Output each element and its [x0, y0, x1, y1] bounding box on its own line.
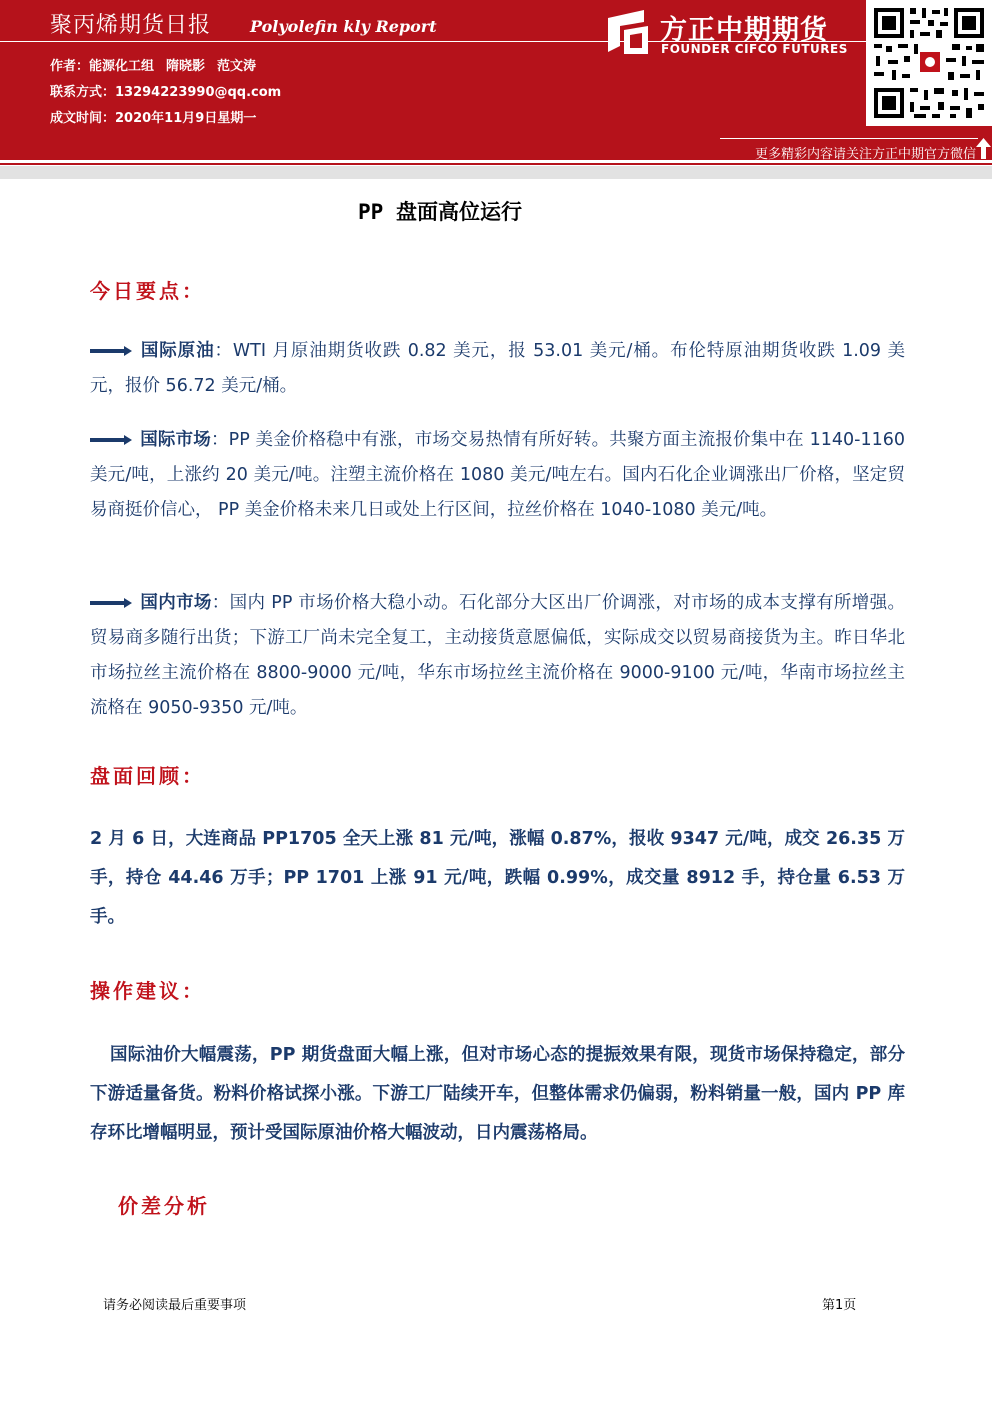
section-key-points: 今日要点： [90, 279, 205, 303]
document-title: PP 盘面高位运行 [358, 200, 522, 224]
author-name-1: 隋晓影 [166, 59, 206, 74]
logo-chinese-name: 方正中期期货 [660, 15, 828, 46]
founder-logo-icon [604, 8, 652, 56]
section-spread-analysis: 价差分析 [118, 1194, 210, 1218]
item-crude-oil [90, 334, 905, 404]
section-market-review: 盘面回顾： [90, 764, 205, 788]
qr-code-icon [866, 0, 992, 126]
author-label: 作者： [50, 59, 90, 74]
logo-english-name: FOUNDER CIFCO FUTURES [661, 42, 848, 56]
arrow-bullet-icon [90, 598, 132, 608]
follow-wechat-text: 更多精彩内容请关注方正中期官方微信 [754, 147, 976, 162]
wechat-qr-code[interactable] [866, 0, 992, 126]
header-shadow-bar [0, 166, 992, 179]
item-label: 国际市场 [140, 430, 211, 450]
date-line: 成文时间：2020年11月9日星期一 [50, 111, 257, 126]
item-label: 国际原油 [140, 341, 215, 361]
page-number: 第1页 [822, 1298, 857, 1313]
item-text: ：国内 PP 市场价格大稳小动。石化部分大区出厂价调涨，对市场的成本支撑有所增强。贸易商多随行出货；下游工厂尚未完全复工，主动接货意愿偏低，实际成交以贸易商接货为主。昨日华北市场拉丝主流价格在 8800-9000 元/吨，华东市场拉丝主流价格在 9000-9100 元/吨，华南市场拉丝主流格在 9050-9350 元/吨。 [90, 593, 906, 718]
arrow-bullet-icon [90, 346, 132, 356]
section-advice: 操作建议： [90, 979, 205, 1003]
item-label: 国内市场 [140, 593, 212, 613]
report-header [0, 0, 992, 160]
author-line [50, 55, 268, 74]
report-title: 聚丙烯期货日报 [50, 13, 212, 38]
market-review-text: 2 月 6 日，大连商品 PP1705 全天上涨 81 元/吨，涨幅 0.87%，报收 9347 元/吨，成交 26.35 万手，持仓 44.46 万手；PP 1701 上涨 91 元/吨，跌幅 0.99%，成交量 8912 手，持仓量 6.53 万手。 [90, 829, 905, 927]
item-intl-market [90, 423, 905, 528]
arrow-bullet-icon [90, 435, 132, 445]
company-logo [604, 8, 859, 58]
follow-divider [720, 138, 978, 139]
report-subtitle: Polyolefin kly Report [250, 17, 437, 36]
header-bottom-rule [0, 163, 992, 165]
item-text: ：WTI 月原油期货收跌 0.82 美元，报 53.01 美元/桶。布伦特原油期货收跌 1.09 美元，报价 56.72 美元/桶。 [90, 341, 905, 396]
up-arrow-icon [975, 136, 992, 160]
contact-line: 联系方式：13294223990@qq.com [50, 85, 282, 100]
item-domestic-market [90, 586, 905, 726]
item-text: ：PP 美金价格稳中有涨，市场交易热情有所好转。共聚方面主流报价集中在 1140-1160 美元/吨，上涨约 20 美元/吨。注塑主流价格在 1080 美元/吨左右。国内石化企业调涨出厂价格，坚定贸易商挺价信心， PP 美金价格未来几日或处上行区间，拉丝价格在 1040-1080 美元/吨。 [90, 430, 905, 520]
footer-disclaimer: 请务必阅读最后重要事项 [103, 1298, 247, 1313]
author-name-2: 范文涛 [217, 59, 257, 74]
advice-text: 国际油价大幅震荡，PP 期货盘面大幅上涨，但对市场心态的提振效果有限，现货市场保持稳定，部分下游适量备货。粉料价格试探小涨。下游工厂陆续开车，但整体需求仍偏弱，粉料销量一般，国内 PP 库存环比增幅明显，预计受国际原油价格大幅波动，日内震荡格局。 [90, 1045, 905, 1143]
author-group: 能源化工组 [89, 59, 155, 74]
